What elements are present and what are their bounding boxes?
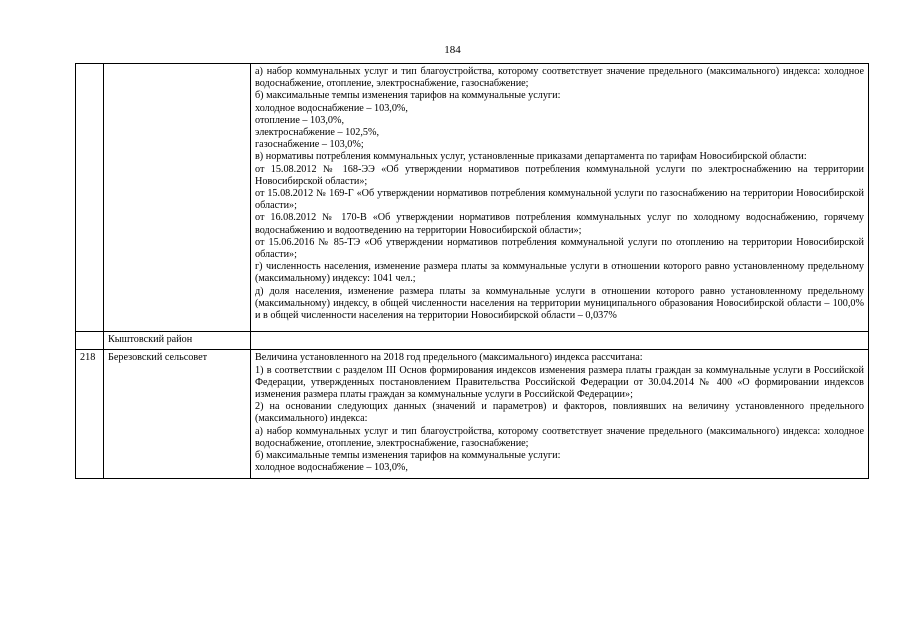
- table-row-218: [76, 350, 869, 478]
- paragraph: холодное водоснабжение – 103,0%,: [255, 462, 408, 474]
- paragraph: а) набор коммунальных услуг и тип благоустройства, которому соответствует значение предельного (максимального) индекса: холодное водоснабжение, отопление, электроснабжение, газоснабжение;: [255, 66, 864, 90]
- paragraph: отопление – 103,0%,: [255, 114, 344, 126]
- paragraph: д) доля населения, изменение размера платы за коммунальные услуги в отношении которого равно установленному предельному (максимальному) индексу, в общей численности населения на территории муниципального образования Новосибирской области – 100,0% и в общей численности населения на территории Новосибирской области – 0,037%: [255, 285, 864, 322]
- paragraph: 1) в соответствии с разделом III Основ формирования индексов изменения размера платы граждан за коммунальные услуги в Российской Федерации, утвержденных постановлением Правительства Российской Федерации от 30.04.2014 № 400 «О формировании индексов изменения размера платы граждан за коммунальные услуги в Российской Федерации»;: [255, 364, 864, 401]
- paragraph: Величина установленного на 2018 год предельного (максимального) индекса рассчитана:: [255, 352, 643, 364]
- row-number-cell: [76, 332, 104, 350]
- description-cell: [251, 350, 869, 478]
- municipality-cell: [104, 64, 251, 332]
- row-number-cell: 218: [76, 350, 104, 478]
- paragraph: от 15.08.2012 № 168-ЭЭ «Об утверждении нормативов потребления коммунальной услуги по электроснабжению на территории Новосибирской области»;: [255, 163, 864, 187]
- paragraph: от 15.06.2016 № 85-ТЭ «Об утверждении нормативов потребления коммунальной услуги по отоплению на территории Новосибирской области»;: [255, 236, 864, 261]
- district-name-cell: Кыштовский район: [104, 332, 251, 350]
- paragraph: электроснабжение – 102,5%,: [255, 127, 380, 139]
- paragraph: а) набор коммунальных услуг и тип благоустройства, которому соответствует значение предельного (максимального) индекса: холодное водоснабжение, отопление, электроснабжение, газоснабжение;: [255, 425, 864, 449]
- municipality-cell: Березовский сельсовет: [104, 350, 251, 478]
- paragraph: б) максимальные темпы изменения тарифов на коммунальные услуги:: [255, 90, 561, 102]
- table-row-district: [76, 332, 869, 350]
- paragraph: от 15.08.2012 № 169-Г «Об утверждении нормативов потребления коммунальной услуги по газоснабжению на территории Новосибирской области»;: [255, 188, 864, 212]
- description-cell: [251, 332, 869, 350]
- paragraph: газоснабжение – 103,0%;: [255, 139, 364, 151]
- paragraph: б) максимальные темпы изменения тарифов на коммунальные услуги:: [255, 450, 561, 462]
- paragraph: холодное водоснабжение – 103,0%,: [255, 102, 408, 114]
- description-cell: [251, 64, 869, 332]
- table-row-continuation: [76, 64, 869, 332]
- paragraph: г) численность населения, изменение размера платы за коммунальные услуги в отношении которого равно установленному предельному (максимальному) индексу: 1041 чел.;: [255, 261, 864, 285]
- row-number-cell: [76, 64, 104, 332]
- paragraph: в) нормативы потребления коммунальных услуг, установленные приказами департамента по тарифам Новосибирской области:: [255, 151, 807, 163]
- page-number: 184: [444, 44, 461, 56]
- index-table: [75, 63, 869, 479]
- paragraph: от 16.08.2012 № 170-В «Об утверждении нормативов потребления коммунальных услуг по холодному водоснабжению, горячему водоснабжению и водоотведению на территории Новосибирской области»;: [255, 212, 864, 236]
- paragraph: 2) на основании следующих данных (значений и параметров) и факторов, повлиявших на величину установленного предельного (максимального) индекса:: [255, 401, 864, 425]
